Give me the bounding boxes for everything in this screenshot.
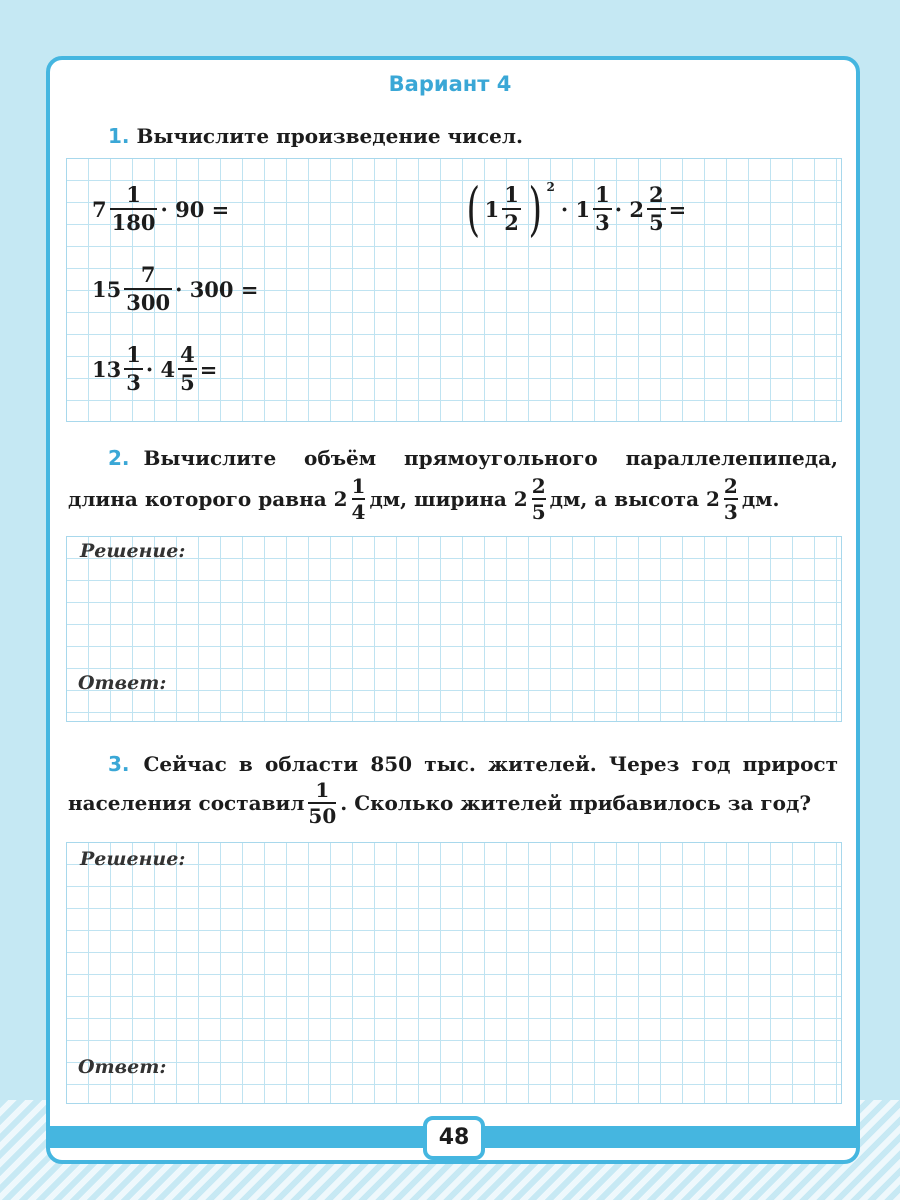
task3-fraction [308,778,336,828]
page-number: 48 [423,1116,485,1160]
e1-num: 1 [126,182,141,207]
e4-num1: 1 [504,182,519,207]
task1-expression-2 [92,262,258,316]
task2-f1-den: 4 [351,500,366,524]
variant-title: Вариант 4 [388,72,512,96]
task2-line2 [68,474,780,524]
e2-num: 7 [140,262,156,287]
e4-den1: 2 [504,210,519,235]
e4-left-paren: ( [466,175,481,243]
task3-f-num: 1 [315,778,330,802]
task2-f1-num: 1 [351,474,366,498]
e2-den: 300 [126,290,171,315]
e3-fraction-1 [124,342,143,396]
task2-solution-label: Решение: [80,540,186,562]
task1-heading [108,124,523,148]
e3-tail: = [199,356,218,382]
task3-grid[interactable] [66,842,842,1104]
task3-heading [108,752,838,776]
task1-expression-1 [92,182,229,236]
task1-text: Вычислите произведение чисел. [136,124,523,148]
e3-den1: 3 [126,370,141,395]
e2-whole: 15 [92,276,122,302]
task3-f-den: 50 [308,804,337,828]
e3-num1: 1 [126,342,141,367]
e4-den2: 3 [595,210,610,235]
e4-den3: 5 [648,210,664,235]
e4-whole: 1 [484,196,500,222]
e2-fraction [124,262,172,316]
e4-tail: = [668,196,687,222]
e4-num2: 1 [595,182,610,207]
e3-num2: 4 [180,342,195,367]
task2-f2-num: 2 [531,474,546,498]
task2-f2-den: 5 [531,500,546,524]
task3-solution-label: Решение: [80,848,186,870]
e3-fraction-2 [178,342,197,396]
task3-line1: Сейчас в области 850 тыс. жителей. Через год прирост [143,752,838,776]
task1-expression-3 [92,342,217,396]
task2-fraction-length [352,474,366,524]
e4-dot2: · 2 [614,196,644,222]
e4-fraction-2 [593,182,612,236]
task3-answer-label: Ответ: [78,1056,167,1078]
task3-part2: . Сколько жителей прибавилось за год? [340,791,812,815]
e1-tail: · 90 = [160,196,230,222]
task2-part4: дм. [741,487,780,511]
task2-fraction-width [532,474,546,524]
e1-whole: 7 [92,196,107,222]
e1-fraction [110,182,158,236]
e4-fraction-3 [647,182,666,236]
task2-part1: длина которого равна 2 [68,487,348,511]
e4-right-paren: ) [528,175,543,243]
task2-line1: Вычислите объём прямоугольного параллелепипеда, [143,446,838,470]
task3-line2 [68,778,811,828]
e3-den2: 5 [180,370,195,395]
task2-answer-label: Ответ: [78,672,167,694]
e4-dot1: · 1 [560,196,591,222]
task1-number: 1. [108,124,130,148]
e1-den: 180 [111,210,156,235]
task3-number: 3. [108,752,130,776]
e2-tail: · 300 = [175,276,259,302]
e3-whole: 13 [92,356,122,382]
task2-grid[interactable] [66,536,842,722]
task2-f3-num: 2 [723,474,738,498]
task2-heading [108,446,838,470]
task3-part1: населения составил [68,791,305,815]
task2-number: 2. [108,446,130,470]
task2-f3-den: 3 [723,500,738,524]
task2-part3: дм, а высота 2 [549,487,720,511]
task2-part2: дм, ширина 2 [369,487,528,511]
e4-fraction-1 [502,182,521,236]
task1-expression-4 [462,175,687,243]
e4-power: 2 [546,180,555,194]
e3-mid: · 4 [145,356,176,382]
e4-num3: 2 [648,182,664,207]
task2-fraction-height [724,474,738,524]
